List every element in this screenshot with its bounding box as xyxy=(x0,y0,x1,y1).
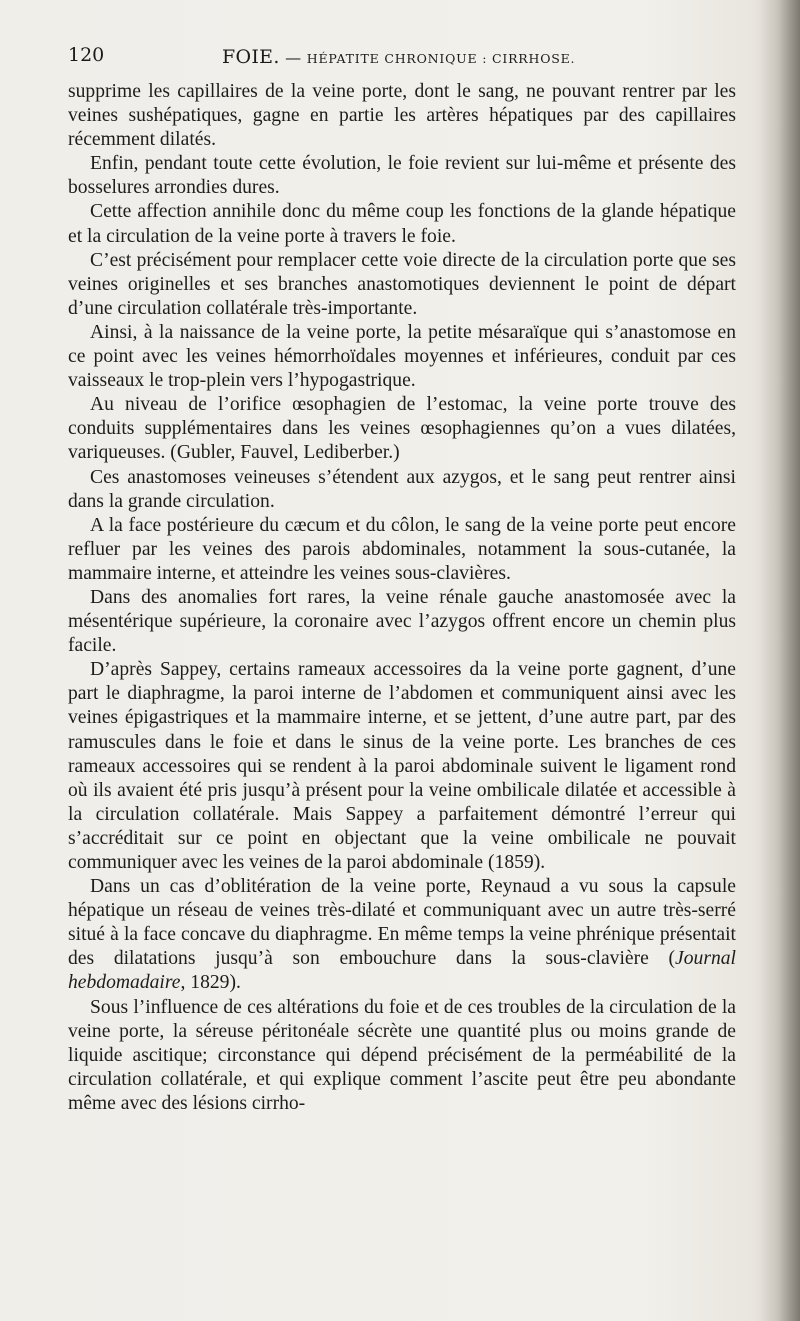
paragraph-12: Sous l’influence de ces altérations du foie et de ces troubles de la circulation de la veine porte, la séreuse péritonéale sécrète une quantité plus ou moins grande de liquide ascitique; circonstance qui dépend précisément de la perméabilité de la circulation collatérale, et qui explique comment l’ascite peut être peu abondante même avec des lésions cirrho- xyxy=(68,996,736,1114)
paragraph-9: Dans des anomalies fort rares, la veine rénale gauche anastomosée avec la mésentérique supérieure, la coronaire avec l’azygos offrent encore un chemin plus facile. xyxy=(68,586,736,657)
paragraph-11-end: , 1829). xyxy=(180,972,241,994)
paragraph-10: D’après Sappey, certains rameaux accessoires da la veine porte gagnent, d’une part le diaphragme, la paroi interne de l’abdomen et communiquent ainsi avec les veines épigastriques et la mammaire interne, et se jettent, d’une autre part, par des ramuscules dans le foie et dans le sinus de la veine porte. Les branches de ces rameaux accessoires qui se rendent à la paroi abdominale suivent le ligament rond où ils avaient été pris jusqu’à présent pour la veine ombilicale dilatée et accessible à la circulation collatérale. Mais Sappey a parfaitement démontré l’erreur qui s’accréditait sur ce point en objectant que la veine ombilicale ne pouvait communiquer avec les veines de la paroi abdominale (1859). xyxy=(68,659,736,873)
paragraph-8: A la face postérieure du cæcum et du côlon, le sang de la veine porte peut encore refluer par les veines des parois abdominales, notamment la sous-cutanée, la mammaire interne, et atteindre les veines sous-clavières. xyxy=(68,514,736,584)
journal-title: Journal hebdomadaire xyxy=(68,948,736,994)
page-binding-shadow xyxy=(760,0,800,1321)
paragraph-2: Enfin, pendant toute cette évolution, le foie revient sur lui-même et présente des bosselures arrondies dures. xyxy=(68,153,736,199)
body-text xyxy=(68,80,736,1116)
paragraph-3: Cette affection annihile donc du même coup les fonctions de la glande hépatique et la circulation de la veine porte à travers le foie. xyxy=(68,201,736,247)
paragraph-11-start: Dans un cas d’oblitération de la veine porte, Reynaud a vu sous la capsule hépatique un réseau de veines très-dilaté et communiquant avec un autre très-serré situé à la face concave du diaphragme. En même temps la veine phrénique présentait des dilatations jusqu’à son embouchure dans la sous-clavière ( xyxy=(68,876,736,970)
running-head-sub: HÉPATITE CHRONIQUE : CIRRHOSE. xyxy=(306,51,576,66)
running-head-dash: — xyxy=(285,48,302,67)
running-head xyxy=(222,46,575,68)
paragraph-7: Ces anastomoses veineuses s’étendent aux azygos, et le sang peut rentrer ainsi dans la grande circulation. xyxy=(68,466,736,512)
paragraph-1: supprime les capillaires de la veine porte, dont le sang, ne pouvant rentrer par les veines sushépatiques, gagne en partie les artères hépatiques par des capillaires récemment dilatés. xyxy=(68,81,736,151)
paragraph-6: Au niveau de l’orifice œsophagien de l’estomac, la veine porte trouve des conduits supplémentaires dans les veines œsophagiennes qu’on a vues dilatées, variqueuses. (Gubler, Fauvel, Lediberber.) xyxy=(68,394,736,464)
page-number: 120 xyxy=(68,44,105,66)
running-head-main: FOIE. xyxy=(222,46,280,68)
paragraph-5: Ainsi, à la naissance de la veine porte, la petite mésaraïque qui s’anastomose en ce point avec les veines hémorrhoïdales moyennes et inférieures, conduit par ces vaisseaux le trop-plein vers l’hypogastrique. xyxy=(68,321,736,392)
paragraph-4: C’est précisément pour remplacer cette voie directe de la circulation porte que ses veines originelles et ses branches anastomotiques deviennent le point de départ d’une circulation collatérale très-importante. xyxy=(68,249,736,319)
paragraph-11 xyxy=(68,875,736,995)
page-header xyxy=(68,44,736,70)
